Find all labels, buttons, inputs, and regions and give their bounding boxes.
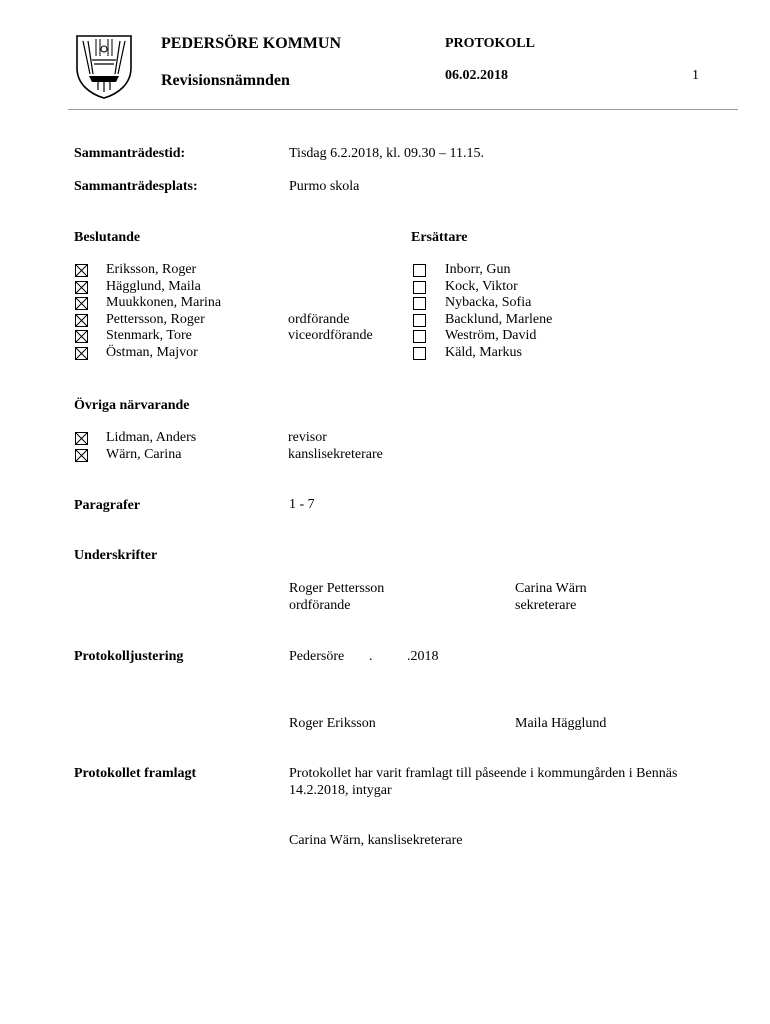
chair-role: ordförande [289, 598, 351, 613]
other-checkbox-checked[interactable] [75, 432, 88, 445]
committee-name: Revisionsnämnden [161, 72, 290, 89]
member-name: Östman, Majvor [106, 344, 198, 360]
members-list [106, 262, 221, 362]
substitute-checkbox-unchecked[interactable] [413, 264, 426, 277]
other-name: Lidman, Anders [106, 430, 197, 445]
adjustment-year: .2018 [407, 649, 439, 664]
other-role: revisor [288, 430, 327, 445]
substitutes-heading: Ersättare [411, 230, 468, 245]
member-name: Pettersson, Roger [106, 311, 205, 327]
adjuster-one: Roger Eriksson [289, 716, 376, 731]
signatures-label: Underskrifter [74, 548, 158, 563]
municipal-coat-of-arms-logo [74, 34, 134, 100]
others-list [106, 430, 196, 463]
members-heading: Beslutande [74, 230, 141, 245]
member-name: Hägglund, Maila [106, 278, 201, 294]
other-checkbox-checked[interactable] [75, 449, 88, 462]
member-checkbox-checked[interactable] [75, 297, 88, 310]
substitute-checkbox-unchecked[interactable] [413, 347, 426, 360]
adjustment-place: Pedersöre [289, 649, 345, 664]
substitute-checkbox-unchecked[interactable] [413, 281, 426, 294]
member-checkbox-checked[interactable] [75, 281, 88, 294]
member-role [288, 295, 373, 312]
substitute-name: Kock, Viktor [445, 278, 518, 294]
document-date: 06.02.2018 [445, 68, 508, 83]
member-role: ordförande [288, 311, 350, 327]
substitute-name: Käld, Markus [445, 344, 522, 360]
member-checkbox-checked[interactable] [75, 264, 88, 277]
substitute-name: Weström, David [445, 328, 537, 344]
other-roles [288, 430, 383, 463]
substitute-checkbox-unchecked[interactable] [413, 297, 426, 310]
header-divider [68, 109, 738, 110]
meeting-place-value: Purmo skola [289, 179, 360, 194]
organization-name: PEDERSÖRE KOMMUN [161, 35, 341, 52]
adjuster-two: Maila Hägglund [515, 716, 607, 731]
substitute-name: Inborr, Gun [445, 262, 511, 277]
member-checkbox-checked[interactable] [75, 347, 88, 360]
meeting-time-value: Tisdag 6.2.2018, kl. 09.30 – 11.15. [289, 146, 484, 161]
member-role: viceordförande [288, 328, 373, 344]
substitute-checkbox-unchecked[interactable] [413, 330, 426, 343]
other-name: Wärn, Carina [106, 446, 182, 462]
paragraphs-label: Paragrafer [74, 498, 141, 513]
published-label: Protokollet framlagt [74, 766, 197, 781]
member-role [288, 279, 373, 296]
member-name: Muukkonen, Marina [106, 295, 222, 311]
secretary-name: Carina Wärn [515, 581, 587, 596]
member-checkbox-checked[interactable] [75, 330, 88, 343]
member-name: Eriksson, Roger [106, 262, 197, 277]
published-text-line2: 14.2.2018, intygar [289, 783, 392, 798]
member-role [288, 262, 373, 279]
secretary-role: sekreterare [515, 598, 577, 613]
member-name: Stenmark, Tore [106, 328, 192, 344]
substitutes-list [445, 262, 552, 362]
adjustment-label: Protokolljustering [74, 649, 184, 664]
paragraphs-value: 1 - 7 [289, 497, 315, 512]
chair-name: Roger Pettersson [289, 581, 385, 596]
adjustment-date-dot: . [369, 649, 373, 664]
meeting-time-label: Sammanträdestid: [74, 146, 186, 161]
member-roles [288, 262, 373, 362]
published-certifier: Carina Wärn, kanslisekreterare [289, 833, 463, 848]
substitute-name: Nybacka, Sofia [445, 295, 532, 311]
document-type: PROTOKOLL [445, 36, 535, 51]
member-role [288, 345, 373, 362]
others-heading: Övriga närvarande [74, 398, 190, 413]
other-role: kanslisekreterare [288, 446, 383, 462]
published-text-line1: Protokollet har varit framlagt till påseende i kommungården i Bennäs [289, 766, 678, 781]
page-number: 1 [692, 68, 699, 83]
member-checkbox-checked[interactable] [75, 314, 88, 327]
meeting-place-label: Sammanträdesplats: [74, 179, 198, 194]
substitute-checkbox-unchecked[interactable] [413, 314, 426, 327]
substitute-name: Backlund, Marlene [445, 311, 553, 327]
